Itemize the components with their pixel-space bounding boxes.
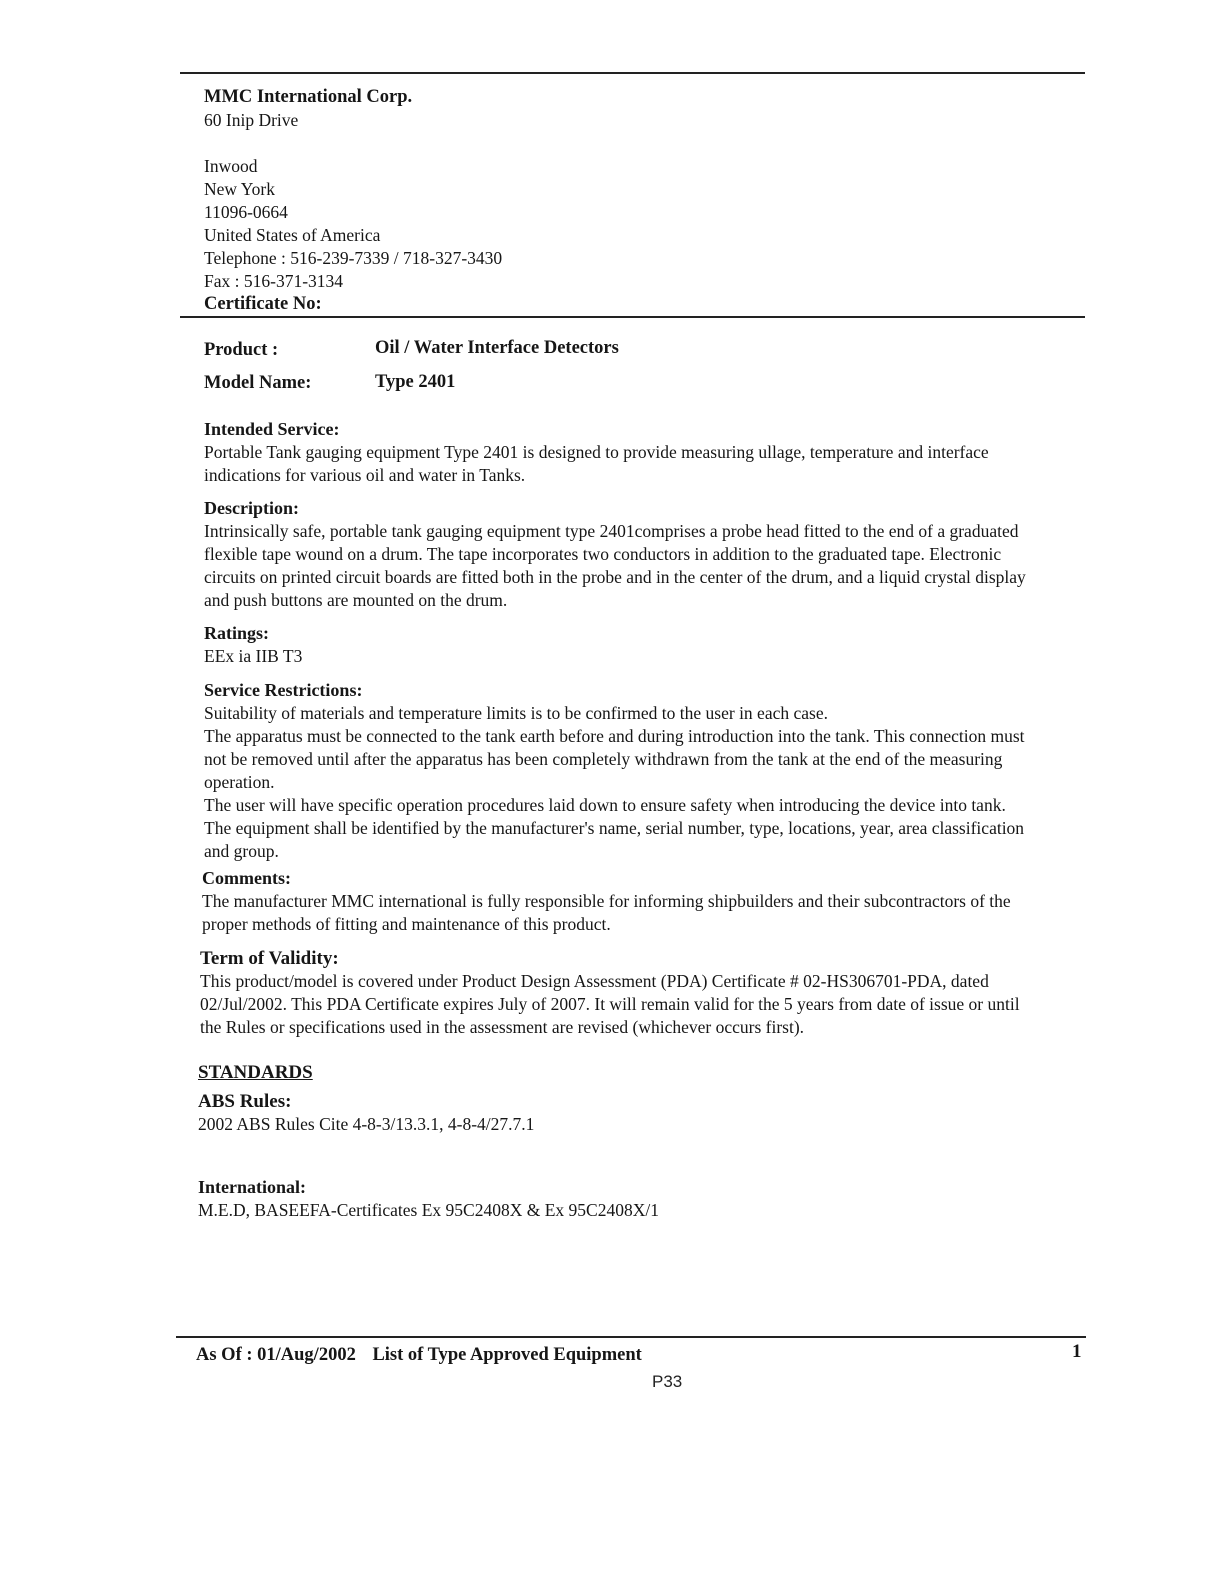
model-name-value: Type 2401	[375, 372, 456, 392]
description-heading: Description:	[204, 498, 299, 518]
ratings-value: EEx ia IIB T3	[204, 646, 303, 666]
fax: Fax : 516-371-3134	[204, 271, 344, 291]
company-address-block	[204, 86, 1084, 316]
model-name-label: Model Name:	[204, 373, 312, 393]
header-bottom-rule	[180, 316, 1085, 318]
service-restrictions-section	[204, 679, 1084, 863]
telephone: Telephone : 516-239-7339 / 718-327-3430	[204, 248, 503, 268]
product-label: Product :	[204, 340, 279, 360]
zip-code: 11096-0664	[204, 202, 288, 222]
country: United States of America	[204, 225, 381, 245]
ratings-heading: Ratings:	[204, 623, 270, 643]
term-of-validity-line: This product/model is covered under Product Design Assessment (PDA) Certificate # 02-HS306701-PDA, dated	[200, 971, 989, 991]
city: Inwood	[204, 156, 258, 176]
street-address: 60 Inip Drive	[204, 110, 299, 130]
state: New York	[204, 179, 275, 199]
page-number: 1	[1072, 1341, 1082, 1362]
as-of-date: As Of : 01/Aug/2002	[196, 1345, 356, 1365]
intended-service-line: Portable Tank gauging equipment Type 2401 is designed to provide measuring ullage, temperature and interface	[204, 442, 989, 462]
intended-service-line: indications for various oil and water in Tanks.	[204, 465, 526, 485]
company-name: MMC International Corp.	[204, 87, 413, 107]
footer-rule	[176, 1336, 1086, 1338]
service-restrictions-line: and group.	[204, 841, 279, 861]
comments-section	[202, 867, 1082, 936]
product-value: Oil / Water Interface Detectors	[375, 338, 619, 358]
term-of-validity-section	[200, 947, 1080, 1039]
international-value: M.E.D, BASEEFA-Certificates Ex 95C2408X & Ex 95C2408X/1	[198, 1200, 659, 1220]
description-section	[204, 497, 1084, 612]
intended-service-heading: Intended Service:	[204, 419, 340, 439]
service-restrictions-line: not be removed until after the apparatus has been completely withdrawn from the tank at the end of the measuring	[204, 749, 1003, 769]
description-line: circuits on printed circuit boards are fitted both in the probe and in the center of the drum, and a liquid crystal display	[204, 567, 1026, 587]
footer-line	[196, 1345, 642, 1366]
international-heading: International:	[198, 1177, 306, 1197]
list-title: List of Type Approved Equipment	[372, 1345, 642, 1365]
comments-line: The manufacturer MMC international is fully responsible for informing shipbuilders and their subcontractors of the	[202, 891, 1011, 911]
standards-section	[198, 1061, 1078, 1222]
term-of-validity-line: 02/Jul/2002. This PDA Certificate expires July of 2007. It will remain valid for the 5 years from date of issue or until	[200, 994, 1020, 1014]
service-restrictions-line: The apparatus must be connected to the tank earth before and during introduction into the tank. This connection must	[204, 726, 1025, 746]
certificate-number-label: Certificate No:	[204, 294, 322, 314]
service-restrictions-line: Suitability of materials and temperature limits is to be confirmed to the user in each case.	[204, 703, 828, 723]
term-of-validity-heading: Term of Validity:	[200, 948, 339, 969]
abs-rules-heading: ABS Rules:	[198, 1091, 292, 1112]
intended-service-section	[204, 418, 1084, 487]
service-restrictions-line: The user will have specific operation procedures laid down to ensure safety when introducing the device into tank.	[204, 795, 1006, 815]
description-line: flexible tape wound on a drum. The tape incorporates two conductors in addition to the graduated tape. Electronic	[204, 544, 1002, 564]
description-line: and push buttons are mounted on the drum.	[204, 590, 508, 610]
description-line: Intrinsically safe, portable tank gauging equipment type 2401comprises a probe head fitted to the end of a graduated	[204, 521, 1019, 541]
page-code: P33	[652, 1372, 683, 1391]
comments-line: proper methods of fitting and maintenance of this product.	[202, 914, 611, 934]
ratings-section	[204, 622, 1084, 668]
term-of-validity-line: the Rules or specifications used in the assessment are revised (whichever occurs first).	[200, 1017, 805, 1037]
abs-rules-value: 2002 ABS Rules Cite 4-8-3/13.3.1, 4-8-4/27.7.1	[198, 1114, 535, 1134]
comments-heading: Comments:	[202, 868, 291, 888]
service-restrictions-heading: Service Restrictions:	[204, 680, 363, 700]
header-top-rule	[180, 72, 1085, 74]
standards-title: STANDARDS	[198, 1062, 313, 1083]
service-restrictions-line: The equipment shall be identified by the manufacturer's name, serial number, type, locations, year, area classification	[204, 818, 1025, 838]
service-restrictions-line: operation.	[204, 772, 275, 792]
